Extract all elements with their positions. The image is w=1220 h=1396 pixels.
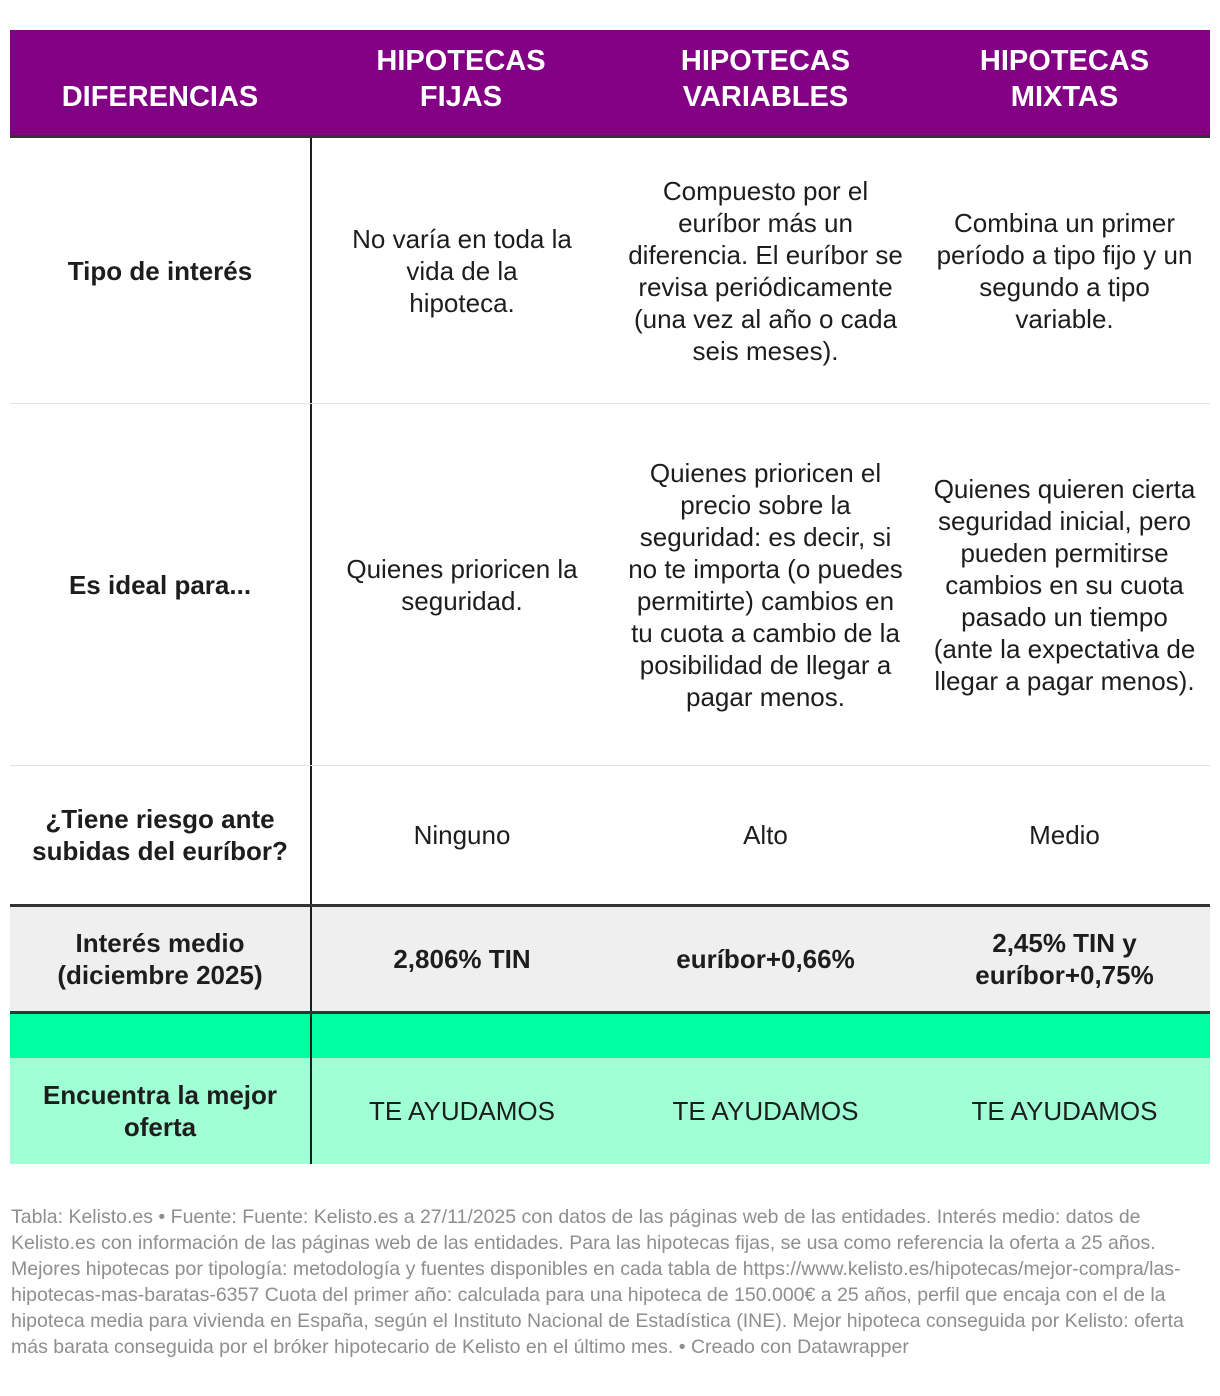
green-divider-right <box>310 1014 1210 1058</box>
cell-fijas: No varía en toda la vida de la hipoteca. <box>310 138 612 403</box>
cell-mixtas: Combina un primer período a tipo fijo y un segundo a tipo variable. <box>936 207 1193 334</box>
table-row <box>10 766 1210 904</box>
cta-row <box>10 1058 1210 1164</box>
source-footer: Tabla: Kelisto.es • Fuente: Fuente: Kelisto.es a 27/11/2025 con datos de las páginas web de las entidades. Interés medio: datos de Kelisto.es con información de las páginas web de las entidades. Para las hipotecas fijas, se usa como referencia la oferta a 25 años. Mejores hipotecas por tipología: metodología y fuentes disponibles en cada tabla de https://www.kelisto.es/hipotecas/mejor-compra/las-hipotecas-mas-baratas-6357 Cuota del primer año: calculada para una hipoteca de 150.000€ a 25 años, perfil que encaja con el de la hipoteca media para vivienda en España, según el Instituto Nacional de Estadística (INE). Mejor hipoteca conseguida por Kelisto: oferta más barata conseguida por el bróker hipotecario de Kelisto en el último mes. • Creado con Datawrapper <box>11 1206 1184 1358</box>
cell-variables: euríbor+0,66% <box>676 944 855 974</box>
row-label: Es ideal para... <box>68 569 252 600</box>
table-row-highlight <box>10 904 1210 1014</box>
comparison-table <box>10 30 1210 1164</box>
row-label: Encuentra la mejor oferta <box>42 1080 278 1142</box>
green-divider <box>10 1014 1210 1058</box>
cell-variables: Compuesto por el euríbor más un diferencia. El euríbor se revisa periódicamente (una vez al año o cada seis meses). <box>628 175 903 366</box>
row-label: Interés medio (diciembre 2025) <box>57 928 263 990</box>
header-fijas: HIPOTECAS FIJAS <box>376 45 546 113</box>
cell-fijas: 2,806% TIN <box>310 907 612 1011</box>
cell-mixtas: 2,45% TIN y euríbor+0,75% <box>975 928 1154 990</box>
green-divider-left <box>10 1014 310 1058</box>
cell-mixtas: Quienes quieren cierta seguridad inicial, pero pueden permitirse cambios en su cuota pasado un tiempo (ante la expectativa de llegar a pagar menos). <box>933 473 1196 696</box>
te-ayudamos-link-variables[interactable]: TE AYUDAMOS <box>672 1096 859 1126</box>
cell-fijas: Quienes prioricen la seguridad. <box>310 404 612 765</box>
cell-fijas: Ninguno <box>310 766 612 904</box>
row-label: Tipo de interés <box>67 255 253 286</box>
cell-variables: Alto <box>743 820 788 850</box>
table-header <box>10 30 1210 138</box>
row-label: ¿Tiene riesgo ante subidas del euríbor? <box>32 804 288 866</box>
header-diferencias: DIFERENCIAS <box>61 81 259 113</box>
cell-mixtas: Medio <box>1029 820 1100 850</box>
header-mixtas: HIPOTECAS MIXTAS <box>979 45 1150 113</box>
table-row <box>10 404 1210 766</box>
te-ayudamos-link-fijas[interactable]: TE AYUDAMOS <box>310 1058 612 1164</box>
table-row <box>10 138 1210 404</box>
cell-variables: Quienes prioricen el precio sobre la seguridad: es decir, si no te importa (o puedes permitirte) cambios en tu cuota a cambio de la posibilidad de llegar a pagar menos. <box>628 457 903 712</box>
header-variables: HIPOTECAS VARIABLES <box>680 45 851 113</box>
te-ayudamos-link-mixtas[interactable]: TE AYUDAMOS <box>971 1096 1158 1126</box>
